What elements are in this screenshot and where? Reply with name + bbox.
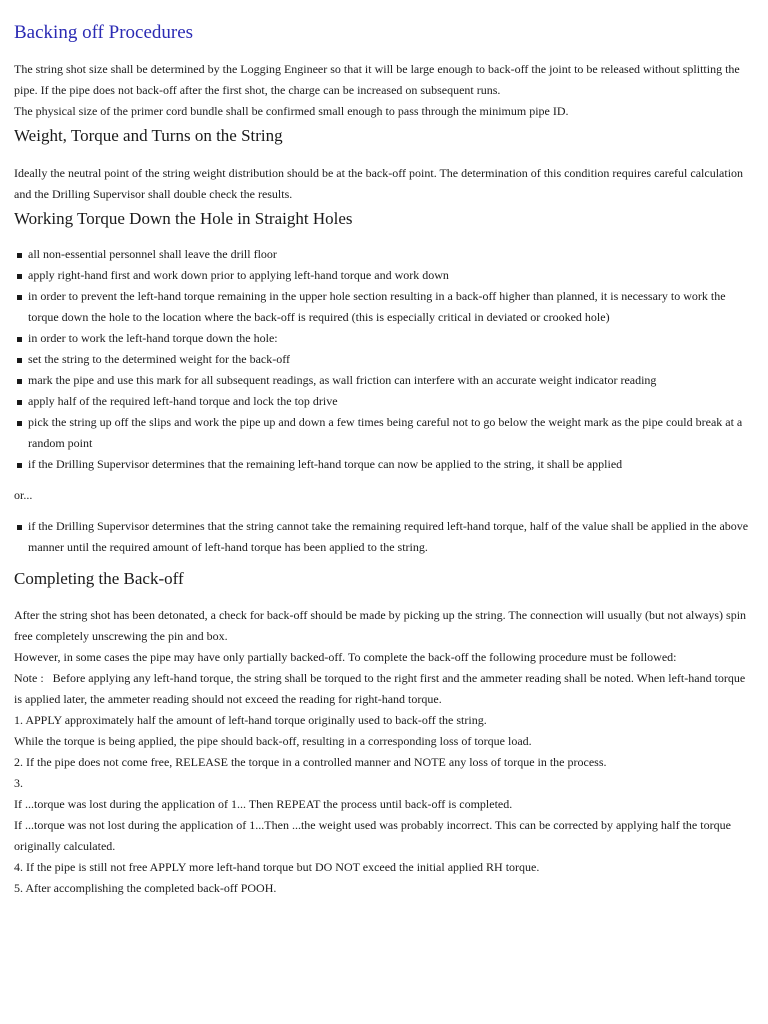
page-title: Backing off Procedures bbox=[14, 22, 194, 43]
list-item: in order to prevent the left-hand torque remaining in the upper hole section resulting in a back-off higher than planned, it is necessary to work the torque down the hole to the location where the back-off is required (this is especially critical in deviated or crooked hole) bbox=[14, 286, 754, 328]
list-item: if the Drilling Supervisor determines that the remaining left-hand torque can now be applied to the string, it shall be applied bbox=[14, 454, 754, 475]
list-item: set the string to the determined weight for the back-off bbox=[14, 349, 754, 370]
list-item: apply right-hand first and work down prior to applying left-hand torque and work down bbox=[14, 265, 754, 286]
or-separator-text: or... bbox=[14, 488, 33, 502]
section-heading-weight-torque: Weight, Torque and Turns on the String bbox=[14, 126, 283, 145]
list-item: pick the string up off the slips and work the pipe up and down a few times being careful not to go below the weight mark as the pipe could break at a random point bbox=[14, 412, 754, 454]
note-paragraph: Note : Before applying any left-hand torque, the string shall be torqued to the right first and the ammeter reading shall be noted. When left-hand torque is applied later, the ammeter reading should not exceed the reading for right-hand torque. bbox=[14, 671, 746, 706]
step-4: 4. If the pipe is still not free APPLY more left-hand torque but DO NOT exceed the initial applied RH torque. bbox=[14, 860, 540, 874]
alternate-bullet-list bbox=[14, 516, 754, 558]
step-3-condition-a: If ...torque was lost during the application of 1... Then REPEAT the process until back-off is completed. bbox=[14, 797, 513, 811]
list-item: in order to work the left-hand torque down the hole: bbox=[14, 328, 754, 349]
step-1-detail: While the torque is being applied, the pipe should back-off, resulting in a corresponding loss of torque load. bbox=[14, 734, 532, 748]
step-1: 1. APPLY approximately half the amount of left-hand torque originally used to back-off the string. bbox=[14, 713, 487, 727]
section1-paragraph: Ideally the neutral point of the string weight distribution should be at the back-off point. The determination of this condition requires careful calculation and the Drilling Supervisor shall double check the results. bbox=[14, 166, 744, 201]
list-item: apply half of the required left-hand torque and lock the top drive bbox=[14, 391, 754, 412]
intro-paragraph-2: The physical size of the primer cord bundle shall be confirmed small enough to pass through the minimum pipe ID. bbox=[14, 104, 569, 118]
list-item: if the Drilling Supervisor determines that the string cannot take the remaining required left-hand torque, half of the value shall be applied in the above manner until the required amount of left-hand torque has been applied to the string. bbox=[14, 516, 754, 558]
procedure-bullet-list bbox=[14, 244, 754, 475]
step-2: 2. If the pipe does not come free, RELEASE the torque in a controlled manner and NOTE any loss of torque in the process. bbox=[14, 755, 607, 769]
step-5: 5. After accomplishing the completed back-off POOH. bbox=[14, 881, 277, 895]
section-heading-completing-backoff: Completing the Back-off bbox=[14, 569, 184, 588]
step-3: 3. bbox=[14, 776, 23, 790]
completion-line: After the string shot has been detonated, a check for back-off should be made by picking up the string. The connection will usually (but not always) spin free completely unscrewing the pin and box. bbox=[14, 608, 747, 643]
list-item: mark the pipe and use this mark for all subsequent readings, as wall friction can interfere with an accurate weight indicator reading bbox=[14, 370, 754, 391]
list-item: all non-essential personnel shall leave the drill floor bbox=[14, 244, 754, 265]
intro-paragraph-1: The string shot size shall be determined by the Logging Engineer so that it will be large enough to back-off the joint to be released without splitting the pipe. If the pipe does not back-off after the first shot, the charge can be increased on subsequent runs. bbox=[14, 62, 740, 97]
step-3-condition-b: If ...torque was not lost during the application of 1...Then ...the weight used was probably incorrect. This can be corrected by applying half the torque originally calculated. bbox=[14, 818, 731, 853]
section-heading-working-torque: Working Torque Down the Hole in Straight Holes bbox=[14, 209, 353, 228]
completion-line: However, in some cases the pipe may have only partially backed-off. To complete the back-off the following procedure must be followed: bbox=[14, 650, 677, 664]
